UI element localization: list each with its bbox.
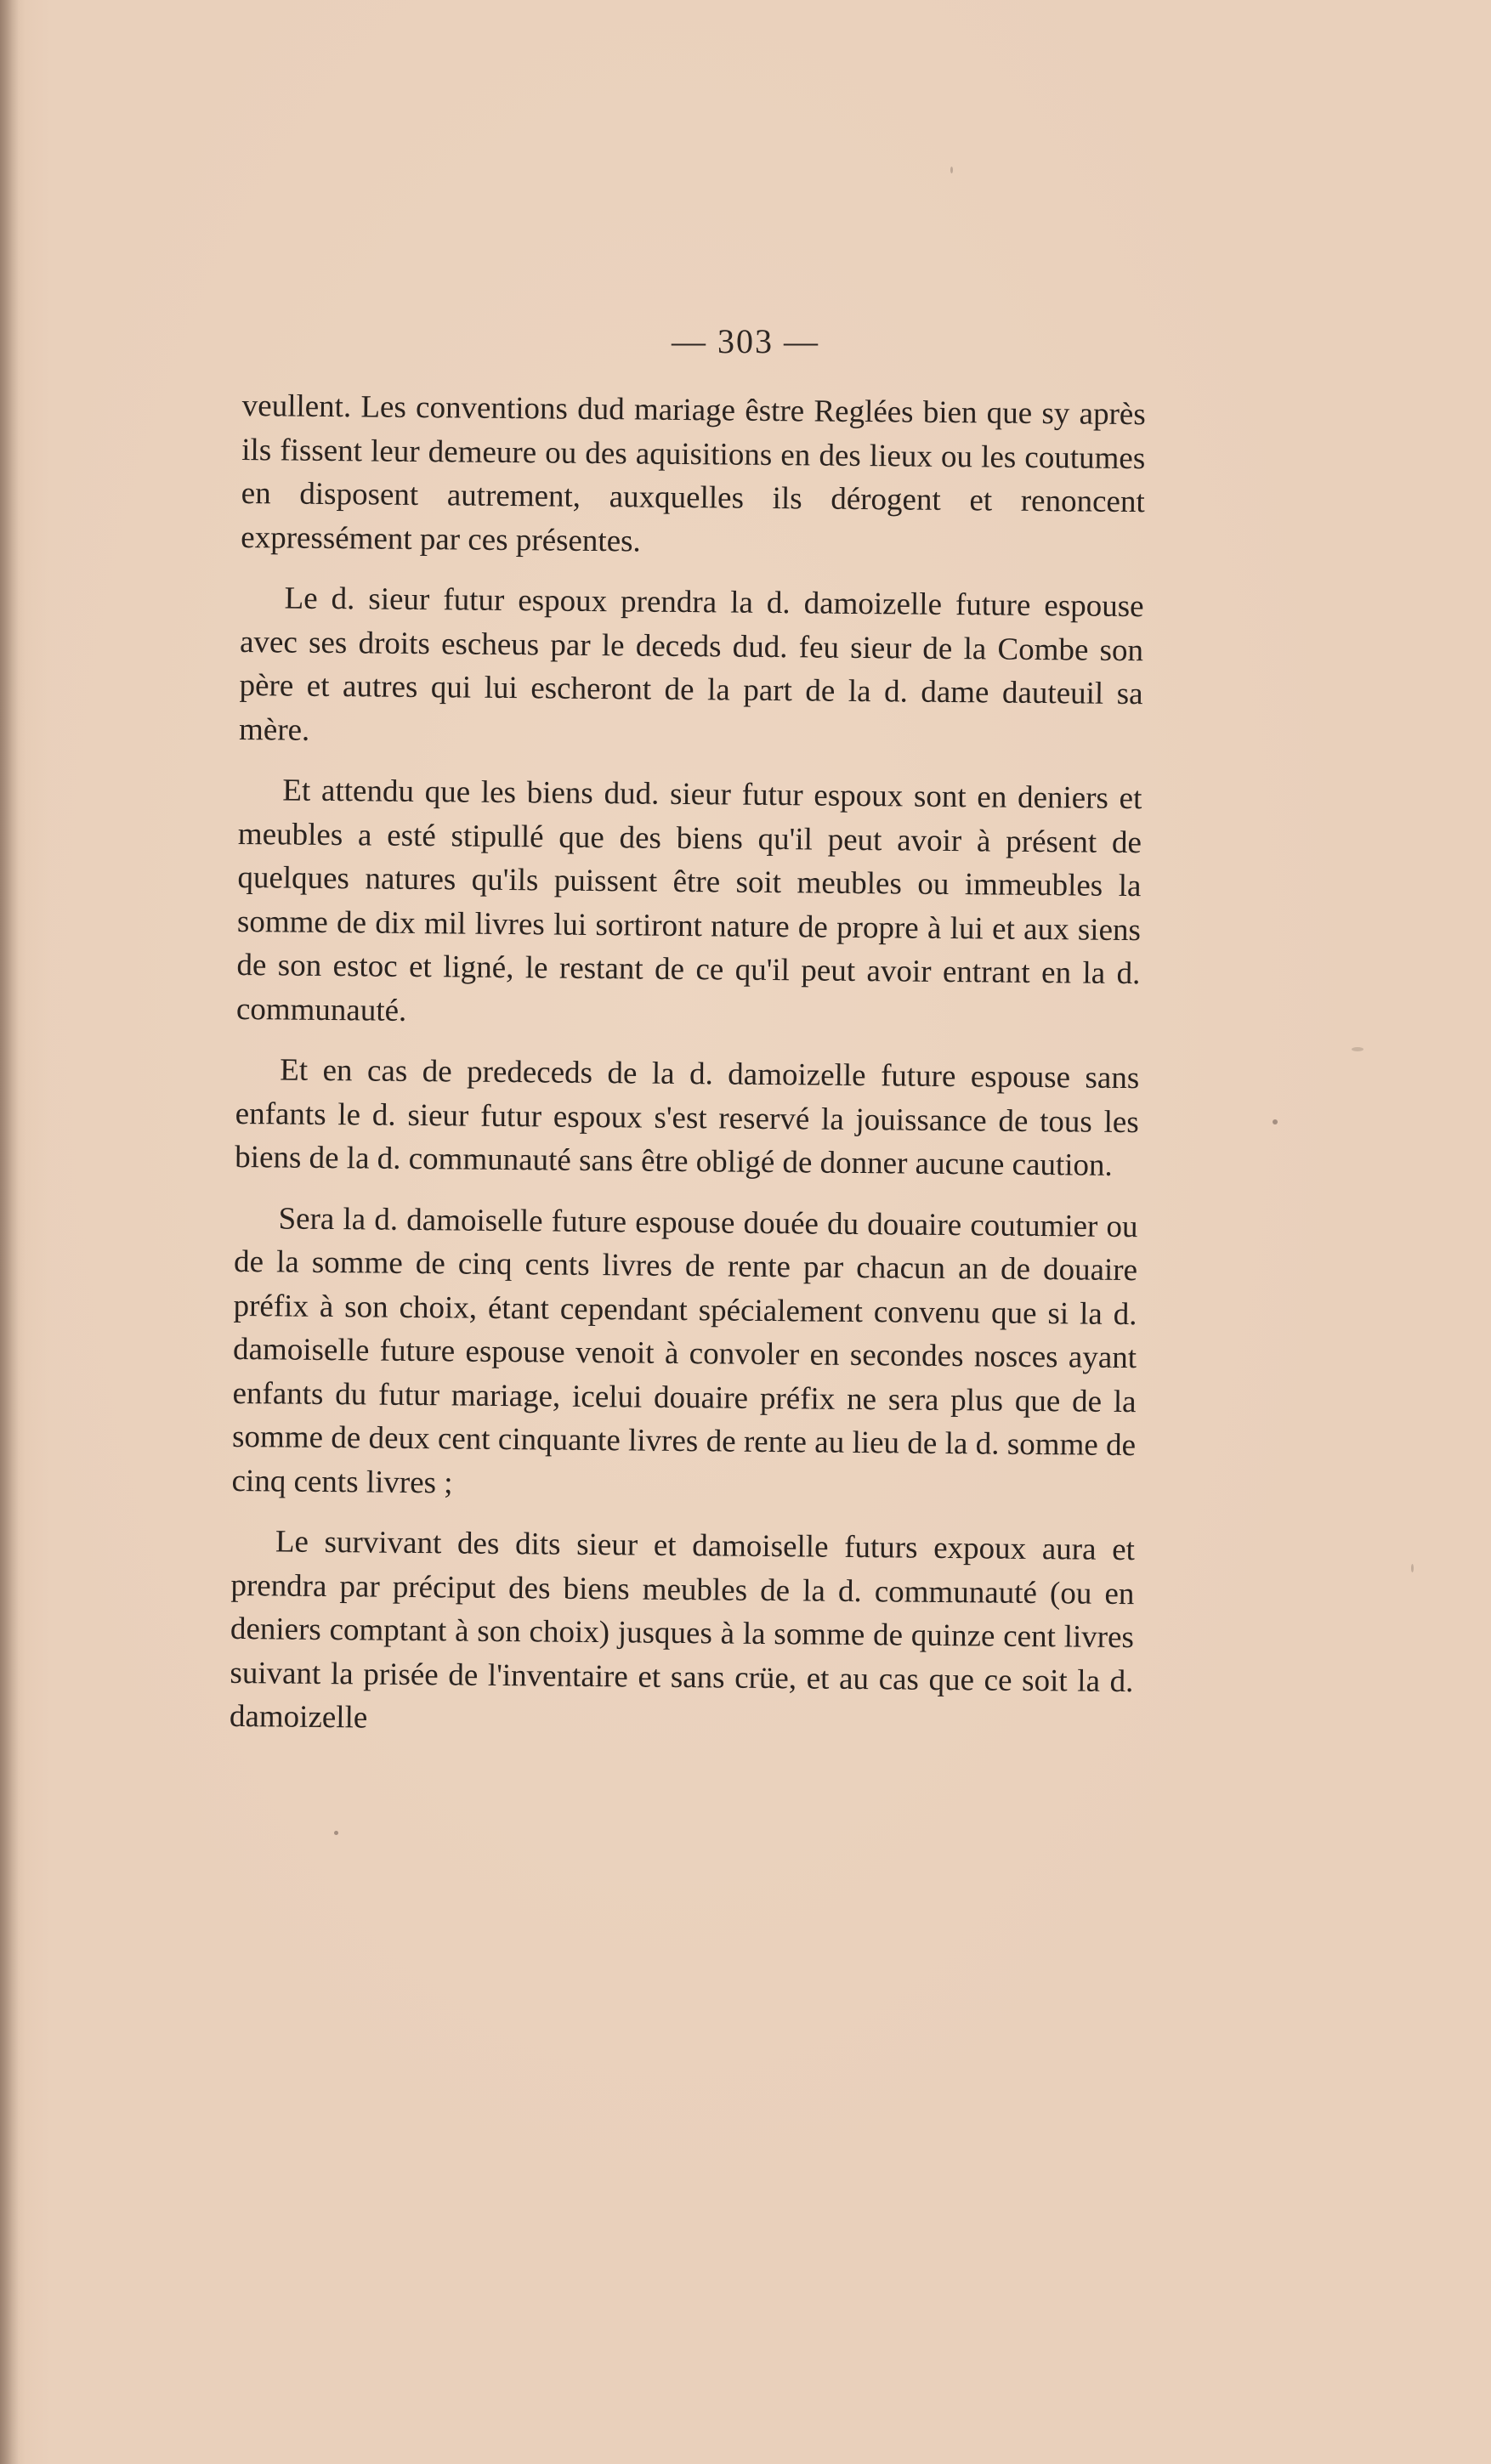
paragraph-dower-clause: Sera la d. damoiselle future espouse douée du douaire coutumier ou de la somme de cinq cents livres de rente par chacun an de douaire préfix à son choix, étant cependant spécialement convenu que si la d. damoiselle future espouse venoit à convoler en secondes nosces ayant enfants du futur mariage, icelui douaire préfix ne sera plus que de la somme de deux cent cinquante livres de rente au lieu de la d. somme de cinq cents livres ; — [231, 1200, 1138, 1500]
paper-speck — [1411, 1564, 1414, 1572]
page-number: — 303 — — [672, 322, 819, 360]
paper-speck — [334, 1831, 338, 1835]
paragraph-survivor-preciput: Le survivant des dits sieur et damoiselle futurs expoux aura et prendra par préciput des biens meubles de la d. communauté (ou en deniers comptant à son choix) jusques à la somme de quinze cent livres suivant la prisée de l'inventaire et sans crüe, et au cas que ce soit la d. damoizelle — [229, 1524, 1136, 1736]
document-body — [230, 384, 1146, 1764]
paragraph-property-stipulation: Et attendu que les biens dud. sieur futur espoux sont en deniers et meubles a esté stipullé que des biens qu'il peut avoir à présent de quelques natures qu'ils puissent être soit meubles ou immeubles la somme de dix mil livres lui sortiront nature de propre à lui et aux siens de son estoc et ligné, le restant de ce qu'il peut avoir entrant en la d. communauté. — [235, 773, 1142, 1028]
paper-speck — [1352, 1047, 1363, 1051]
paragraph-predecease-clause: Et en cas de predeceds de la d. damoizelle future espouse sans enfants le d. sieur futur espoux s'est reservé la jouissance de tous les biens de la d. communauté sans être obligé de donner aucune caution. — [235, 1052, 1140, 1183]
paper-speck — [1273, 1119, 1278, 1124]
paragraph-continuation: veullent. Les conventions dud mariage êstre Reglées bien que sy après ils fissent leur demeure ou des aquisitions en des lieux ou les coutumes en disposent autrement, auxquelles ils dérogent et renoncent expressément par ces présentes. — [241, 388, 1146, 559]
page-spine-shadow — [0, 0, 19, 2464]
paper-speck — [950, 167, 953, 173]
paragraph-bride-rights: Le d. sieur futur espoux prendra la d. damoizelle future espouse avec ses droits escheus par le deceds dud. feu sieur de la Combe son père et autres qui lui escheront de la part de la d. dame dauteuil sa mère. — [238, 581, 1144, 748]
